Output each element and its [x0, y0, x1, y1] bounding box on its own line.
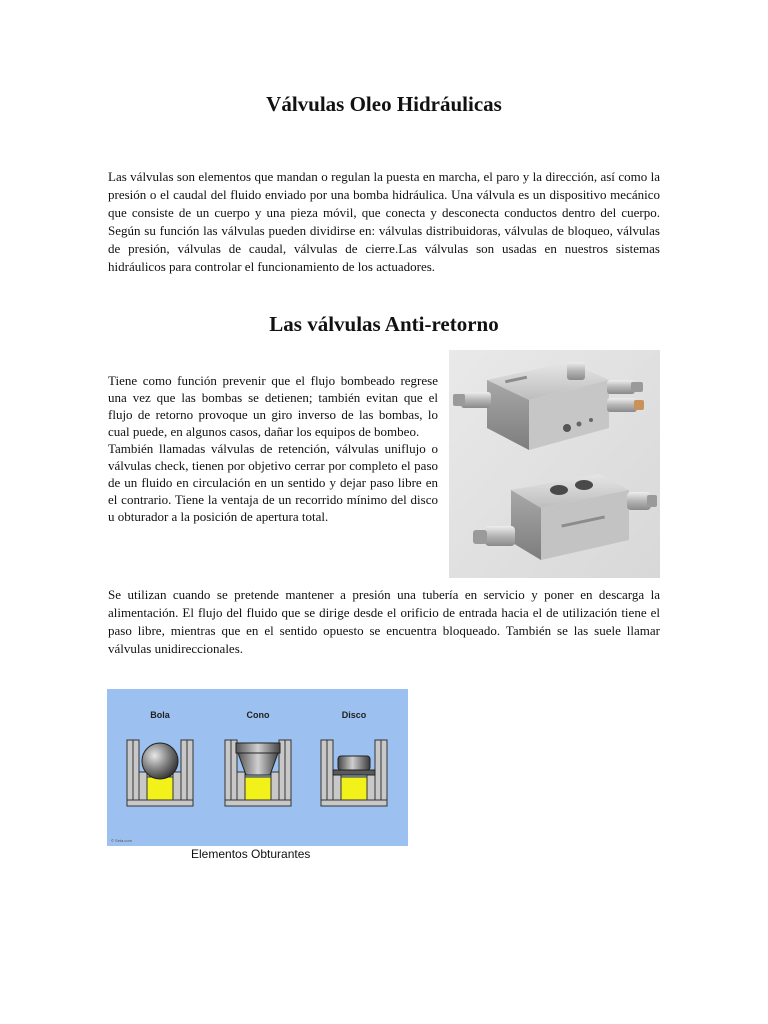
label-bola: Bola — [150, 710, 170, 720]
definition-paragraph: También llamadas válvulas de retención, válvulas uniflujo o válvulas check, tienen por objetivo cerrar por completo el paso de un fluido en circulación en un sentido y dejar paso libre en el contrario. Tiene la ventaja de un recorrido mínimo del disco u obturador a la posición de apertura total. — [108, 441, 438, 524]
cone-obturator — [225, 740, 291, 806]
check-valve-text — [108, 372, 438, 525]
function-paragraph: Tiene como función prevenir que el flujo bombeado regrese una vez que las bombas se detienen; también evitan que el flujo de retorno provoque un giro inverso de las bombas, lo cual puede, en algunos casos, dañar los equipos de bombeo. — [108, 373, 438, 439]
section-title: Las válvulas Anti-retorno — [269, 312, 499, 336]
obturating-elements-diagram — [107, 689, 408, 846]
ball-obturator — [127, 740, 193, 806]
label-disco: Disco — [341, 710, 367, 720]
figure-caption: Elementos Obturantes — [191, 847, 311, 861]
check-valve-photo — [449, 350, 660, 578]
usage-paragraph: Se utilizan cuando se pretende mantener a presión una tubería en servicio y poner en descarga la alimentación. El flujo del fluido que se dirige desde el orificio de entrada hacia el de utilización tiene el paso libre, mientras que en el sentido opuesto se encuentra bloqueado. También se las suele llamar válvulas unidireccionales. — [108, 587, 660, 656]
document-title: Válvulas Oleo Hidráulicas — [266, 92, 502, 116]
intro-paragraph: Las válvulas son elementos que mandan o regulan la puesta en marcha, el paro y la dirección, así como la presión o el caudal del fluido enviado por una bomba hidráulica. Una válvula es un dispositivo mecánico que consiste de un cuerpo y una pieza móvil, que conecta y desconecta conductos dentro del cuerpo. Según su función las válvulas pueden dividirse en: válvulas distribuidoras, válvulas de bloqueo, válvulas de presión, válvulas de caudal, válvulas de cierre.Las válvulas son usadas en nuestros sistemas hidráulicos para controlar el funcionamiento de los actuadores. — [108, 169, 660, 274]
figure-copyright: © Seta.com — [111, 838, 132, 843]
label-cono: Cono — [246, 710, 270, 720]
